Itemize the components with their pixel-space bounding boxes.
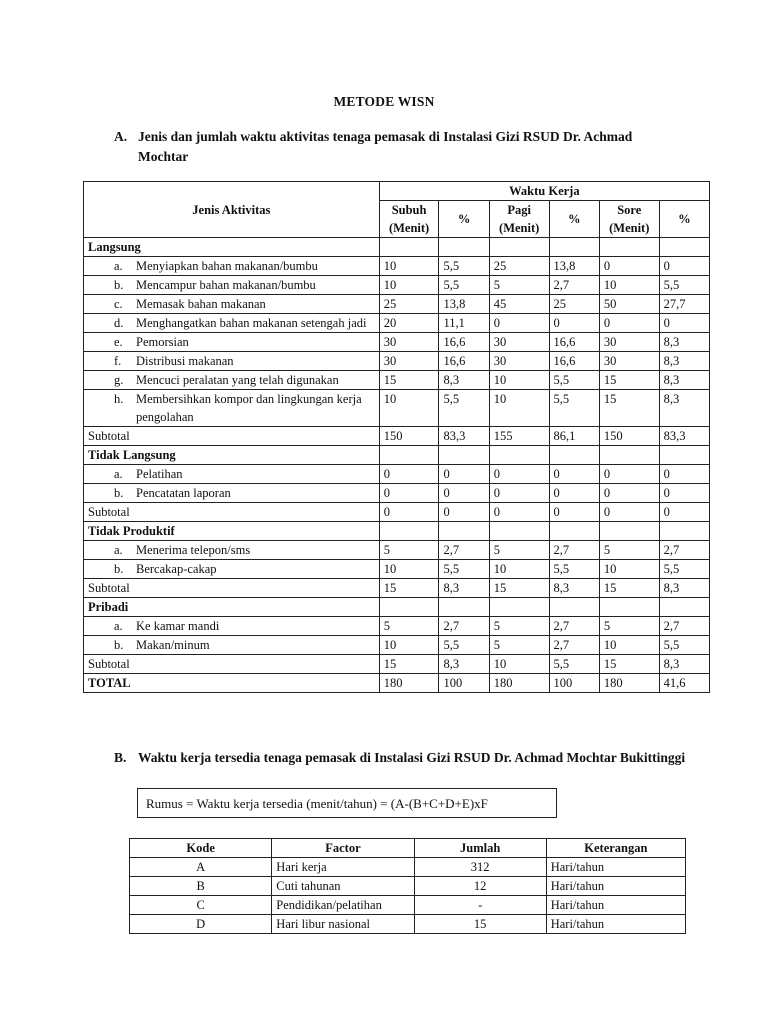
value-cell: 0 [659, 465, 709, 484]
activity-cell [84, 541, 380, 560]
section-b-heading [114, 748, 714, 768]
value-cell: 5,5 [549, 560, 599, 579]
total-row [84, 674, 710, 693]
value-cell: 25 [549, 295, 599, 314]
value-cell: 20 [379, 314, 439, 333]
table-row [84, 333, 710, 352]
empty-cell [439, 522, 489, 541]
value-cell: 5 [379, 617, 439, 636]
cell-b-3: Hari/tahun [546, 858, 685, 877]
subtotal-cell: 15 [379, 579, 439, 598]
cell-b-1: Pendidikan/pelatihan [272, 896, 414, 915]
value-cell: 5 [489, 541, 549, 560]
empty-cell [439, 598, 489, 617]
header-b-col-0: Kode [130, 839, 272, 858]
value-cell: 0 [659, 314, 709, 333]
subtotal-cell: 8,3 [439, 579, 489, 598]
activity-label: Menghangatkan bahan makanan setengah jadi [136, 316, 367, 330]
activity-time-table [83, 181, 710, 693]
value-cell: 5,5 [439, 560, 489, 579]
subtotal-cell: 10 [489, 655, 549, 674]
item-marker: a. [114, 467, 123, 481]
subtotal-cell: 0 [599, 503, 659, 522]
empty-cell [549, 446, 599, 465]
item-marker: b. [114, 562, 124, 576]
value-cell: 0 [549, 465, 599, 484]
subtotal-cell: 86,1 [549, 427, 599, 446]
value-cell: 16,6 [439, 352, 489, 371]
subtotal-label: Subtotal [84, 579, 380, 598]
cell-b-2: 312 [414, 858, 546, 877]
cell-b-1: Cuti tahunan [272, 877, 414, 896]
section-b-letter: B. [114, 750, 127, 765]
value-cell: 2,7 [659, 617, 709, 636]
group-row [84, 238, 710, 257]
item-marker: b. [114, 638, 124, 652]
value-cell: 5,5 [439, 390, 489, 427]
table-row [130, 877, 686, 896]
value-cell: 5,5 [549, 390, 599, 427]
value-cell: 30 [489, 352, 549, 371]
total-cell: 100 [439, 674, 489, 693]
empty-cell [599, 522, 659, 541]
value-cell: 8,3 [659, 371, 709, 390]
cell-b-2: - [414, 896, 546, 915]
item-marker: a. [114, 543, 123, 557]
activity-label: Mencuci peralatan yang telah digunakan [136, 373, 339, 387]
section-a-letter: A. [114, 129, 128, 144]
activity-cell [84, 333, 380, 352]
item-marker: g. [114, 373, 124, 387]
value-cell: 5,5 [659, 276, 709, 295]
header-b-col-2: Jumlah [414, 839, 546, 858]
value-cell: 5 [379, 541, 439, 560]
value-cell: 10 [489, 371, 549, 390]
activity-cell [84, 276, 380, 295]
activity-cell [84, 295, 380, 314]
value-cell: 10 [599, 636, 659, 655]
value-cell: 10 [379, 390, 439, 427]
table-row [84, 257, 710, 276]
value-cell: 2,7 [439, 541, 489, 560]
empty-cell [659, 238, 709, 257]
value-cell: 2,7 [549, 617, 599, 636]
item-marker: b. [114, 278, 124, 292]
total-cell: 180 [489, 674, 549, 693]
value-cell: 5,5 [439, 636, 489, 655]
value-cell: 10 [489, 560, 549, 579]
subtotal-cell: 8,3 [439, 655, 489, 674]
empty-cell [439, 238, 489, 257]
activity-label: Pemorsian [136, 335, 189, 349]
empty-cell [379, 598, 439, 617]
subtotal-label: Subtotal [84, 427, 380, 446]
cell-b-0: C [130, 896, 272, 915]
section-a-heading [114, 127, 644, 167]
subtotal-cell: 15 [599, 655, 659, 674]
item-marker: e. [114, 335, 123, 349]
empty-cell [489, 598, 549, 617]
value-cell: 0 [549, 484, 599, 503]
value-cell: 15 [599, 371, 659, 390]
value-cell: 0 [599, 465, 659, 484]
value-cell: 15 [599, 390, 659, 427]
empty-cell [489, 446, 549, 465]
table-row [130, 896, 686, 915]
value-cell: 5,5 [549, 371, 599, 390]
value-cell: 0 [549, 314, 599, 333]
empty-cell [599, 446, 659, 465]
cell-b-3: Hari/tahun [546, 877, 685, 896]
subtotal-cell: 83,3 [659, 427, 709, 446]
group-label: Tidak Produktif [84, 522, 380, 541]
table-row [130, 858, 686, 877]
value-cell: 2,7 [439, 617, 489, 636]
header-waktu-kerja: Waktu Kerja [379, 182, 709, 201]
subtotal-row [84, 427, 710, 446]
group-row [84, 522, 710, 541]
header-b-col-3: Keterangan [546, 839, 685, 858]
table-row [84, 636, 710, 655]
table-row [84, 390, 710, 427]
value-cell: 25 [489, 257, 549, 276]
activity-label: Membersihkan kompor dan lingkungan kerja pengolahan [136, 392, 362, 424]
value-cell: 16,6 [439, 333, 489, 352]
header-activity: Jenis Aktivitas [84, 182, 380, 238]
group-label: Pribadi [84, 598, 380, 617]
activity-cell [84, 636, 380, 655]
value-cell: 10 [379, 257, 439, 276]
value-cell: 13,8 [549, 257, 599, 276]
subtotal-cell: 0 [659, 503, 709, 522]
subtotal-label: Subtotal [84, 503, 380, 522]
item-marker: c. [114, 297, 123, 311]
subtotal-row [84, 579, 710, 598]
value-cell: 30 [379, 333, 439, 352]
subtotal-cell: 150 [599, 427, 659, 446]
empty-cell [659, 598, 709, 617]
table-row [84, 314, 710, 333]
item-marker: d. [114, 316, 124, 330]
value-cell: 5,5 [659, 636, 709, 655]
subtotal-cell: 0 [379, 503, 439, 522]
value-cell: 5 [599, 617, 659, 636]
value-cell: 0 [599, 257, 659, 276]
value-cell: 30 [489, 333, 549, 352]
subtotal-cell: 0 [439, 503, 489, 522]
value-cell: 0 [439, 465, 489, 484]
value-cell: 10 [379, 636, 439, 655]
subtotal-cell: 8,3 [549, 579, 599, 598]
activity-cell [84, 560, 380, 579]
value-cell: 16,6 [549, 352, 599, 371]
total-cell: 41,6 [659, 674, 709, 693]
item-marker: a. [114, 619, 123, 633]
group-row [84, 598, 710, 617]
subtotal-cell: 8,3 [659, 655, 709, 674]
activity-label: Menyiapkan bahan makanan/bumbu [136, 259, 318, 273]
cell-b-3: Hari/tahun [546, 915, 685, 934]
table-row [84, 560, 710, 579]
empty-cell [659, 446, 709, 465]
value-cell: 8,3 [439, 371, 489, 390]
activity-cell [84, 617, 380, 636]
group-label: Langsung [84, 238, 380, 257]
section-b-text: Waktu kerja tersedia tenaga pemasak di Instalasi Gizi RSUD Dr. Achmad Mochtar Bukittinggi [138, 750, 686, 765]
value-cell: 2,7 [549, 276, 599, 295]
table-row [84, 617, 710, 636]
subtotal-cell: 155 [489, 427, 549, 446]
subtotal-cell: 150 [379, 427, 439, 446]
total-cell: 180 [599, 674, 659, 693]
table-row [130, 915, 686, 934]
cell-b-2: 12 [414, 877, 546, 896]
table-row [84, 541, 710, 560]
value-cell: 0 [599, 314, 659, 333]
value-cell: 50 [599, 295, 659, 314]
empty-cell [549, 598, 599, 617]
header-col-3: % [549, 201, 599, 238]
subtotal-cell: 15 [379, 655, 439, 674]
value-cell: 11,1 [439, 314, 489, 333]
group-label: Tidak Langsung [84, 446, 380, 465]
activity-cell [84, 484, 380, 503]
activity-label: Pencatatan laporan [136, 486, 231, 500]
value-cell: 30 [599, 333, 659, 352]
activity-cell [84, 465, 380, 484]
value-cell: 5,5 [659, 560, 709, 579]
activity-label: Memasak bahan makanan [136, 297, 266, 311]
value-cell: 0 [489, 484, 549, 503]
value-cell: 10 [379, 276, 439, 295]
value-cell: 0 [439, 484, 489, 503]
value-cell: 8,3 [659, 333, 709, 352]
empty-cell [489, 522, 549, 541]
activity-cell [84, 314, 380, 333]
value-cell: 0 [489, 465, 549, 484]
value-cell: 5,5 [439, 257, 489, 276]
subtotal-label: Subtotal [84, 655, 380, 674]
item-marker: a. [114, 259, 123, 273]
activity-label: Pelatihan [136, 467, 183, 481]
cell-b-0: B [130, 877, 272, 896]
header-col-0: Subuh (Menit) [379, 201, 439, 238]
page-title: METODE WISN [333, 94, 435, 109]
value-cell: 0 [599, 484, 659, 503]
total-label: TOTAL [84, 674, 380, 693]
value-cell: 45 [489, 295, 549, 314]
value-cell: 16,6 [549, 333, 599, 352]
value-cell: 15 [379, 371, 439, 390]
subtotal-row [84, 655, 710, 674]
empty-cell [379, 522, 439, 541]
cell-b-1: Hari libur nasional [272, 915, 414, 934]
item-marker: f. [114, 354, 122, 368]
value-cell: 0 [659, 257, 709, 276]
subtotal-cell: 0 [489, 503, 549, 522]
value-cell: 8,3 [659, 390, 709, 427]
empty-cell [599, 238, 659, 257]
group-row [84, 446, 710, 465]
value-cell: 0 [379, 484, 439, 503]
empty-cell [379, 238, 439, 257]
activity-label: Mencampur bahan makanan/bumbu [136, 278, 316, 292]
value-cell: 5 [599, 541, 659, 560]
activity-cell [84, 257, 380, 276]
value-cell: 13,8 [439, 295, 489, 314]
value-cell: 27,7 [659, 295, 709, 314]
subtotal-cell: 15 [599, 579, 659, 598]
table-row [84, 371, 710, 390]
value-cell: 8,3 [659, 352, 709, 371]
empty-cell [549, 238, 599, 257]
cell-b-0: D [130, 915, 272, 934]
header-b-col-1: Factor [272, 839, 414, 858]
subtotal-cell: 15 [489, 579, 549, 598]
empty-cell [549, 522, 599, 541]
table-row [84, 276, 710, 295]
item-marker: b. [114, 486, 124, 500]
activity-cell [84, 371, 380, 390]
value-cell: 0 [659, 484, 709, 503]
table-row [84, 352, 710, 371]
activity-label: Distribusi makanan [136, 354, 234, 368]
cell-b-3: Hari/tahun [546, 896, 685, 915]
value-cell: 10 [379, 560, 439, 579]
table-row [84, 295, 710, 314]
table-row [84, 484, 710, 503]
activity-cell [84, 352, 380, 371]
value-cell: 5,5 [439, 276, 489, 295]
empty-cell [489, 238, 549, 257]
value-cell: 10 [489, 390, 549, 427]
value-cell: 30 [599, 352, 659, 371]
value-cell: 10 [599, 276, 659, 295]
subtotal-cell: 8,3 [659, 579, 709, 598]
table-row [84, 465, 710, 484]
empty-cell [659, 522, 709, 541]
value-cell: 25 [379, 295, 439, 314]
value-cell: 0 [489, 314, 549, 333]
empty-cell [599, 598, 659, 617]
header-col-4: Sore (Menit) [599, 201, 659, 238]
activity-label: Makan/minum [136, 638, 210, 652]
value-cell: 5 [489, 636, 549, 655]
formula-box: Rumus = Waktu kerja tersedia (menit/tahun) = (A-(B+C+D+E)xF [137, 788, 557, 818]
value-cell: 5 [489, 276, 549, 295]
cell-b-2: 15 [414, 915, 546, 934]
subtotal-row [84, 503, 710, 522]
total-cell: 100 [549, 674, 599, 693]
activity-label: Ke kamar mandi [136, 619, 220, 633]
value-cell: 5 [489, 617, 549, 636]
header-col-2: Pagi (Menit) [489, 201, 549, 238]
cell-b-1: Hari kerja [272, 858, 414, 877]
available-time-table [129, 838, 686, 934]
subtotal-cell: 5,5 [549, 655, 599, 674]
activity-label: Bercakap-cakap [136, 562, 217, 576]
subtotal-cell: 83,3 [439, 427, 489, 446]
empty-cell [439, 446, 489, 465]
header-col-1: % [439, 201, 489, 238]
empty-cell [379, 446, 439, 465]
value-cell: 2,7 [549, 636, 599, 655]
section-a-text: Jenis dan jumlah waktu aktivitas tenaga pemasak di Instalasi Gizi RSUD Dr. Achmad Mochtar [138, 129, 633, 164]
value-cell: 10 [599, 560, 659, 579]
value-cell: 30 [379, 352, 439, 371]
item-marker: h. [114, 392, 124, 406]
value-cell: 0 [379, 465, 439, 484]
value-cell: 2,7 [549, 541, 599, 560]
activity-cell [84, 390, 380, 427]
cell-b-0: A [130, 858, 272, 877]
activity-label: Menerima telepon/sms [136, 543, 251, 557]
header-col-5: % [659, 201, 709, 238]
total-cell: 180 [379, 674, 439, 693]
value-cell: 2,7 [659, 541, 709, 560]
subtotal-cell: 0 [549, 503, 599, 522]
